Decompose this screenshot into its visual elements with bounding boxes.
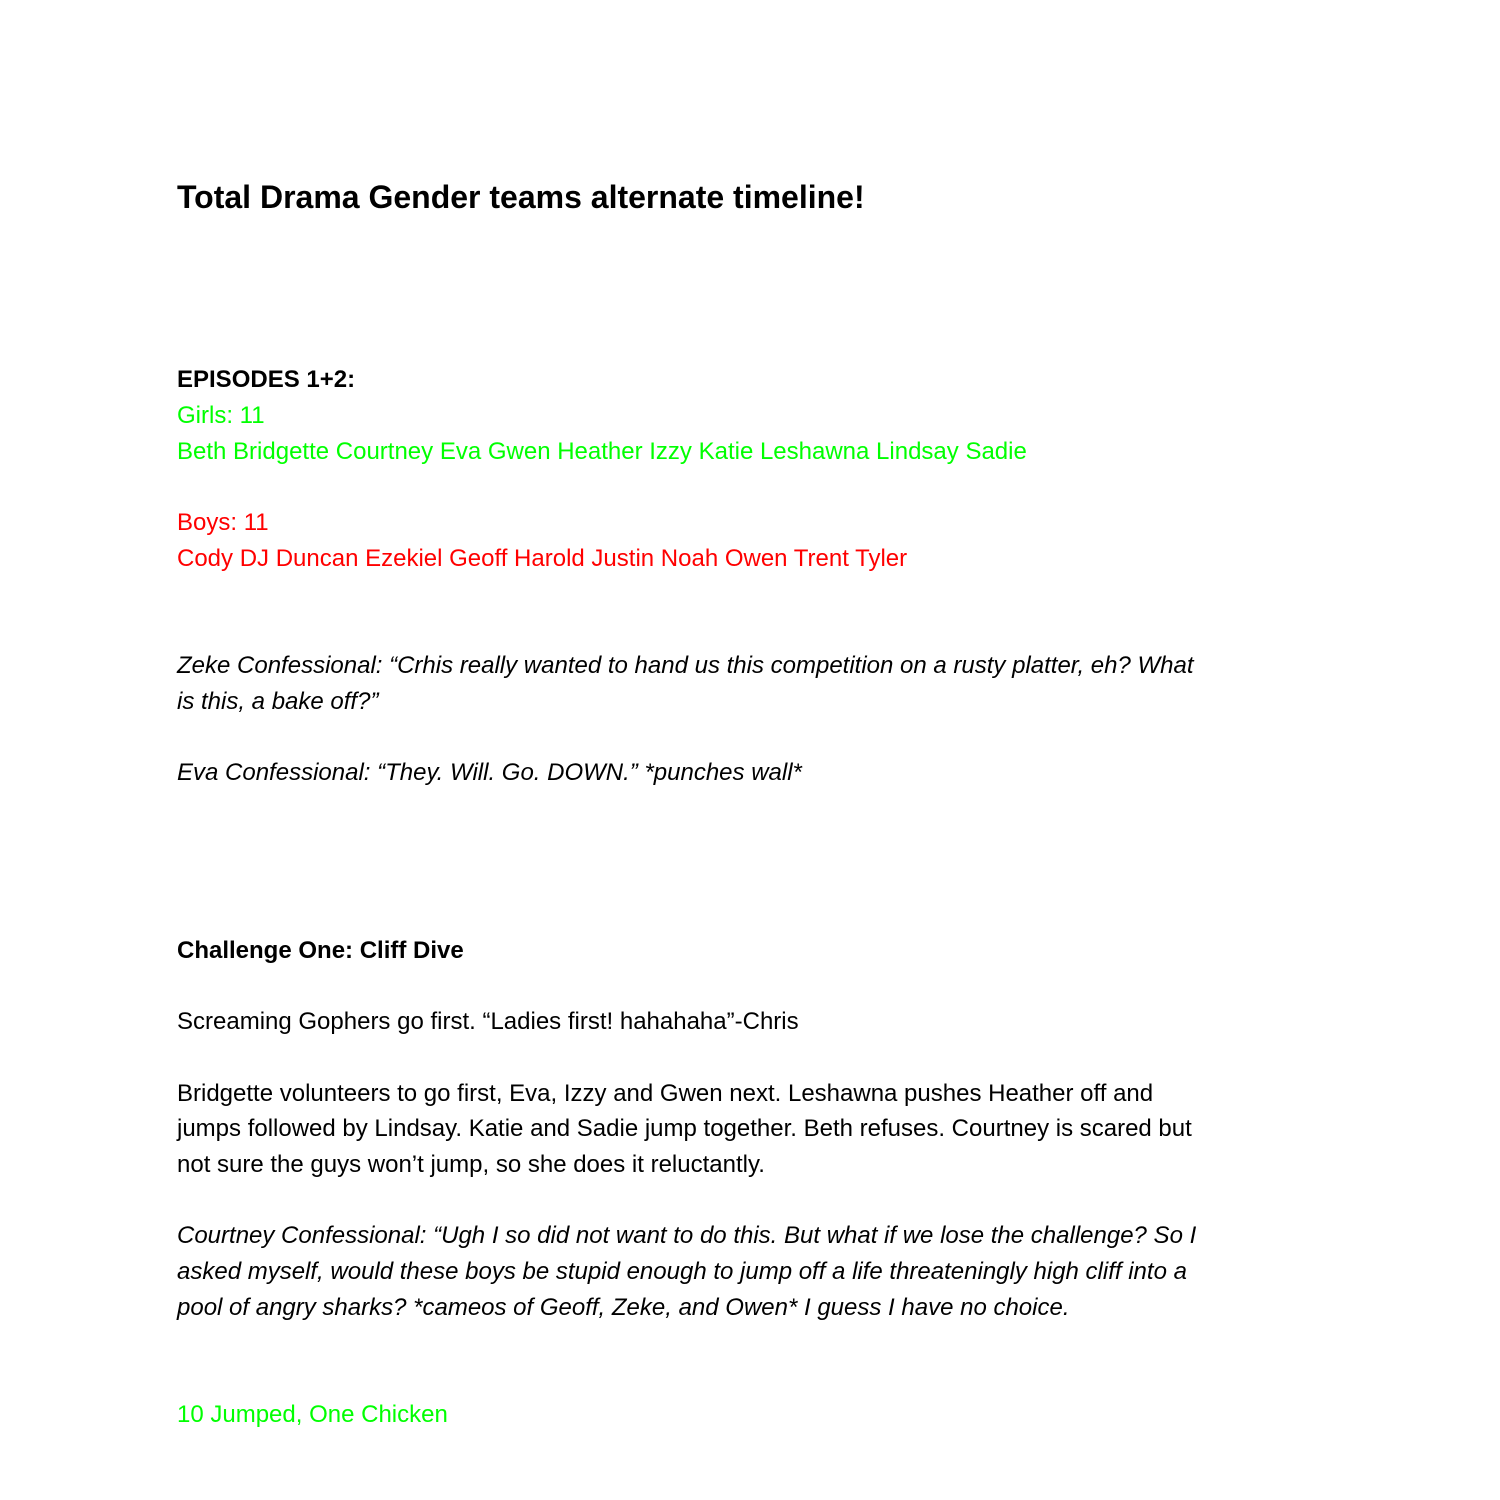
courtney-confessional-line: pool of angry sharks? *cameos of Geoff, Zeke, and Owen* I guess I have no choice. (177, 1294, 1070, 1321)
courtney-confessional-line: asked myself, would these boys be stupid enough to jump off a life threateningly high cliff into a (177, 1258, 1187, 1285)
challenge-heading: Challenge One: Cliff Dive (177, 937, 464, 964)
episodes-heading: EPISODES 1+2: (177, 366, 356, 393)
boys-count: Boys: 11 (177, 509, 269, 536)
bridgette-paragraph-line: not sure the guys won’t jump, so she does it reluctantly. (177, 1151, 765, 1178)
girls-names: Beth Bridgette Courtney Eva Gwen Heather Izzy Katie Leshawna Lindsay Sadie (177, 438, 1027, 465)
boys-names: Cody DJ Duncan Ezekiel Geoff Harold Justin Noah Owen Trent Tyler (177, 545, 908, 572)
bridgette-paragraph-line: Bridgette volunteers to go first, Eva, Izzy and Gwen next. Leshawna pushes Heather off and (177, 1080, 1154, 1107)
eva-confessional: Eva Confessional: “They. Will. Go. DOWN.” *punches wall* (177, 759, 802, 786)
courtney-confessional-line: Courtney Confessional: “Ugh I so did not want to do this. But what if we lose the challenge? So I (177, 1222, 1197, 1249)
challenge-result: 10 Jumped, One Chicken (177, 1401, 448, 1428)
document-title: Total Drama Gender teams alternate timeline! (177, 179, 865, 215)
zeke-confessional-line: is this, a bake off?” (177, 688, 379, 715)
girls-count: Girls: 11 (177, 402, 265, 429)
zeke-confessional-line: Zeke Confessional: “Crhis really wanted to hand us this competition on a rusty platter, eh? What (177, 652, 1194, 679)
bridgette-paragraph-line: jumps followed by Lindsay. Katie and Sadie jump together. Beth refuses. Courtney is scared but (177, 1115, 1192, 1142)
screaming-gophers-line: Screaming Gophers go first. “Ladies first! hahahaha”-Chris (177, 1008, 799, 1035)
